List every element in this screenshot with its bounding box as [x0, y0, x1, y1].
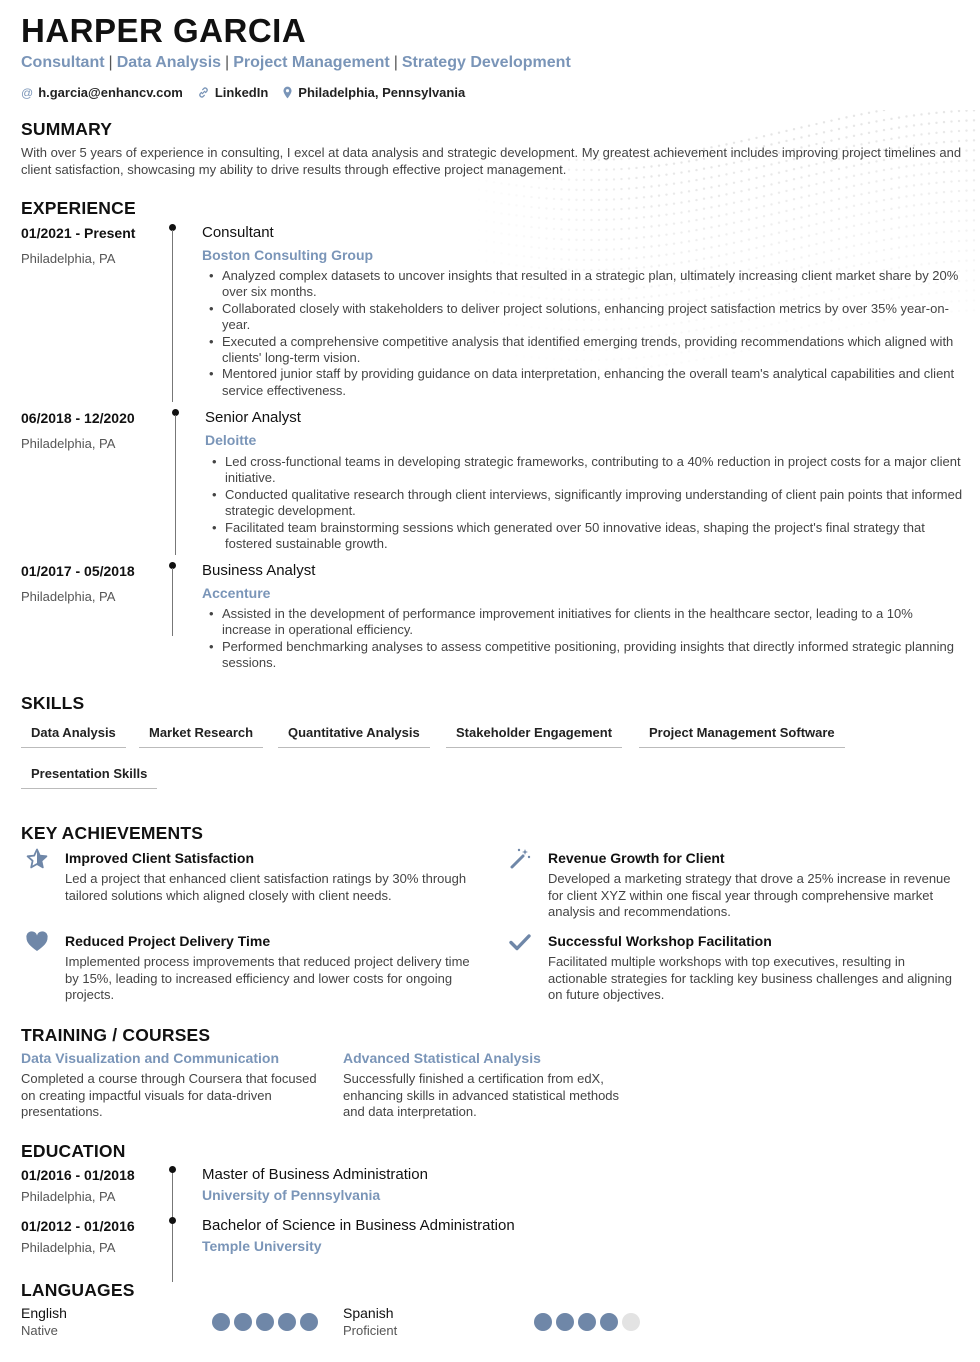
education-location: Philadelphia, PA: [21, 1189, 116, 1204]
education-location: Philadelphia, PA: [21, 1240, 116, 1255]
education-dates: 01/2012 - 01/2016: [21, 1218, 135, 1234]
languages-heading: LANGUAGES: [21, 1280, 135, 1300]
bullet-item: • Executed a comprehensive competitive analysis that identified emerging trends, providing recommendations which aligned with clients' long-term vision.: [208, 334, 960, 367]
experience-bullets: [208, 268, 960, 399]
achievement-title: Successful Workshop Facilitation: [548, 933, 772, 949]
rating-pip-filled: [212, 1313, 230, 1331]
experience-company: Boston Consulting Group: [202, 247, 374, 263]
timeline-line: [172, 1170, 173, 1282]
rating-pip-filled: [556, 1313, 574, 1331]
experience-location: Philadelphia, PA: [21, 436, 116, 451]
bullet-item: • Mentored junior staff by providing guidance on data interpretation, enhancing the overall team's analytical capabilities and client service effectiveness.: [208, 366, 960, 399]
bullet-item: • Led cross-functional teams in developing strategic frameworks, contributing to a 40% reduction in project costs for a major client initiative.: [211, 454, 963, 487]
education-degree: Bachelor of Science in Business Administration: [202, 1217, 515, 1234]
contact-linkedin[interactable]: [197, 85, 268, 100]
experience-location: Philadelphia, PA: [21, 589, 116, 604]
education-degree: Master of Business Administration: [202, 1166, 428, 1183]
map-pin-icon: [282, 86, 293, 99]
achievement-text: Led a project that enhanced client satisfaction ratings by 30% through tailored solutions which aligned closely with client needs.: [65, 871, 467, 903]
bullet-item: • Assisted in the development of performance improvement initiatives for clients in the healthcare sector, leading to a 10% increase in operational efficiency.: [208, 606, 963, 639]
location-text: Philadelphia, Pennsylvania: [298, 85, 466, 100]
timeline-dot: [169, 1166, 176, 1173]
headline-title: Consultant: [21, 54, 105, 71]
headline-title: Strategy Development: [401, 54, 571, 71]
bullet-item: • Collaborated closely with stakeholders to deliver project solutions, enhancing project satisfaction metrics by over 35% year-on-year.: [208, 301, 960, 334]
language-name: English: [21, 1305, 67, 1321]
summary-text: With over 5 years of experience in consulting, I excel at data analysis and strategic development. My greatest achievement includes improving project timelines and client satisfaction, showcasing my ability to drive results through effective project management.: [21, 145, 962, 177]
headline-titles: [21, 54, 571, 72]
rating-pip-filled: [278, 1313, 296, 1331]
email-text: h.garcia@enhancv.com: [38, 85, 183, 100]
rating-pip-filled: [534, 1313, 552, 1331]
course-title: Advanced Statistical Analysis: [343, 1050, 541, 1066]
headline-title: Project Management: [233, 54, 390, 71]
bullet-item: • Analyzed complex datasets to uncover insights that resulted in a strategic plan, ultimately increasing client market share by 20% over six months.: [208, 268, 960, 301]
contact-location: [282, 85, 465, 100]
course-text: Completed a course through Coursera that focused on creating impactful visuals for data-driven presentations.: [21, 1071, 317, 1119]
language-level: Proficient: [343, 1323, 398, 1338]
skills-heading: SKILLS: [21, 693, 85, 713]
training-heading: TRAINING / COURSES: [21, 1025, 211, 1045]
checkmark-icon: [508, 930, 532, 954]
candidate-name: HARPER GARCIA: [21, 12, 307, 49]
experience-heading: EXPERIENCE: [21, 198, 136, 218]
title-separator: |: [225, 54, 230, 71]
skill-tag: Quantitative Analysis: [278, 725, 430, 748]
skill-tag: Presentation Skills: [21, 766, 157, 789]
achievement-text: Developed a marketing strategy that drove a 25% increase in revenue for client XYZ within one fiscal year through comprehensive market analysis and recommendations.: [548, 871, 951, 919]
bullet-item: • Conducted qualitative research through client interviews, significantly improving understanding of client pain points that informed strategic development.: [211, 487, 963, 520]
rating-pip-empty: [622, 1313, 640, 1331]
experience-company: Accenture: [202, 585, 271, 601]
achievement-title: Revenue Growth for Client: [548, 850, 725, 866]
achievement-text: Facilitated multiple workshops with top executives, resulting in actionable strategies for tackling key business challenges and aligning on future objectives.: [548, 954, 952, 1002]
title-separator: |: [393, 54, 398, 71]
education-heading: EDUCATION: [21, 1141, 126, 1161]
experience-dates: 01/2021 - Present: [21, 225, 136, 241]
achievement-title: Reduced Project Delivery Time: [65, 933, 271, 949]
heart-icon: [25, 930, 49, 954]
experience-location: Philadelphia, PA: [21, 251, 116, 266]
education-school: University of Pennsylvania: [202, 1187, 381, 1203]
magic-wand-icon: [508, 847, 532, 871]
star-icon: [25, 847, 49, 871]
language-rating: [534, 1313, 640, 1331]
rating-pip-filled: [578, 1313, 596, 1331]
experience-role: Business Analyst: [202, 562, 316, 579]
bullet-item: • Facilitated team brainstorming sessions which generated over 50 innovative ideas, shaping the project's final strategy that fostered sustainable growth.: [211, 520, 963, 553]
summary-heading: SUMMARY: [21, 119, 113, 139]
education-dates: 01/2016 - 01/2018: [21, 1167, 135, 1183]
experience-role: Consultant: [202, 224, 274, 241]
link-icon: [197, 86, 210, 99]
skill-tag: Data Analysis: [21, 725, 126, 748]
experience-dates: 01/2017 - 05/2018: [21, 563, 135, 579]
achievements-heading: KEY ACHIEVEMENTS: [21, 823, 204, 843]
rating-pip-filled: [256, 1313, 274, 1331]
contact-email[interactable]: [21, 85, 183, 100]
contact-row: [21, 85, 465, 100]
skill-tag: Project Management Software: [639, 725, 845, 748]
linkedin-text: LinkedIn: [214, 85, 269, 100]
title-separator: |: [108, 54, 113, 71]
experience-bullets: [208, 606, 963, 672]
education-school: Temple University: [202, 1238, 322, 1254]
headline-title: Data Analysis: [116, 54, 222, 71]
timeline-line: [175, 415, 176, 555]
bullet-item: • Performed benchmarking analyses to assess competitive positioning, providing insights that directly informed strategic planning sessions.: [208, 639, 963, 672]
language-level: Native: [21, 1323, 58, 1338]
achievement-title: Improved Client Satisfaction: [65, 850, 255, 866]
timeline-line: [172, 568, 173, 636]
course-title: Data Visualization and Communication: [21, 1050, 280, 1066]
experience-company: Deloitte: [205, 432, 257, 448]
achievement-text: Implemented process improvements that reduced project delivery time by 15%, leading to increased efficiency and lower costs for ongoing projects.: [65, 954, 470, 1002]
experience-role: Senior Analyst: [205, 409, 301, 426]
rating-pip-filled: [234, 1313, 252, 1331]
skill-tag: Stakeholder Engagement: [446, 725, 622, 748]
course-text: Successfully finished a certification from edX, enhancing skills in advanced statistical methods and data interpretation.: [343, 1071, 620, 1119]
rating-pip-filled: [600, 1313, 618, 1331]
language-name: Spanish: [343, 1305, 394, 1321]
timeline-line: [172, 230, 173, 402]
at-sign-icon: @: [21, 85, 34, 100]
rating-pip-filled: [300, 1313, 318, 1331]
timeline-dot: [169, 1217, 176, 1224]
language-rating: [212, 1313, 318, 1331]
experience-dates: 06/2018 - 12/2020: [21, 410, 135, 426]
skill-tag: Market Research: [139, 725, 263, 748]
experience-bullets: [211, 454, 963, 552]
